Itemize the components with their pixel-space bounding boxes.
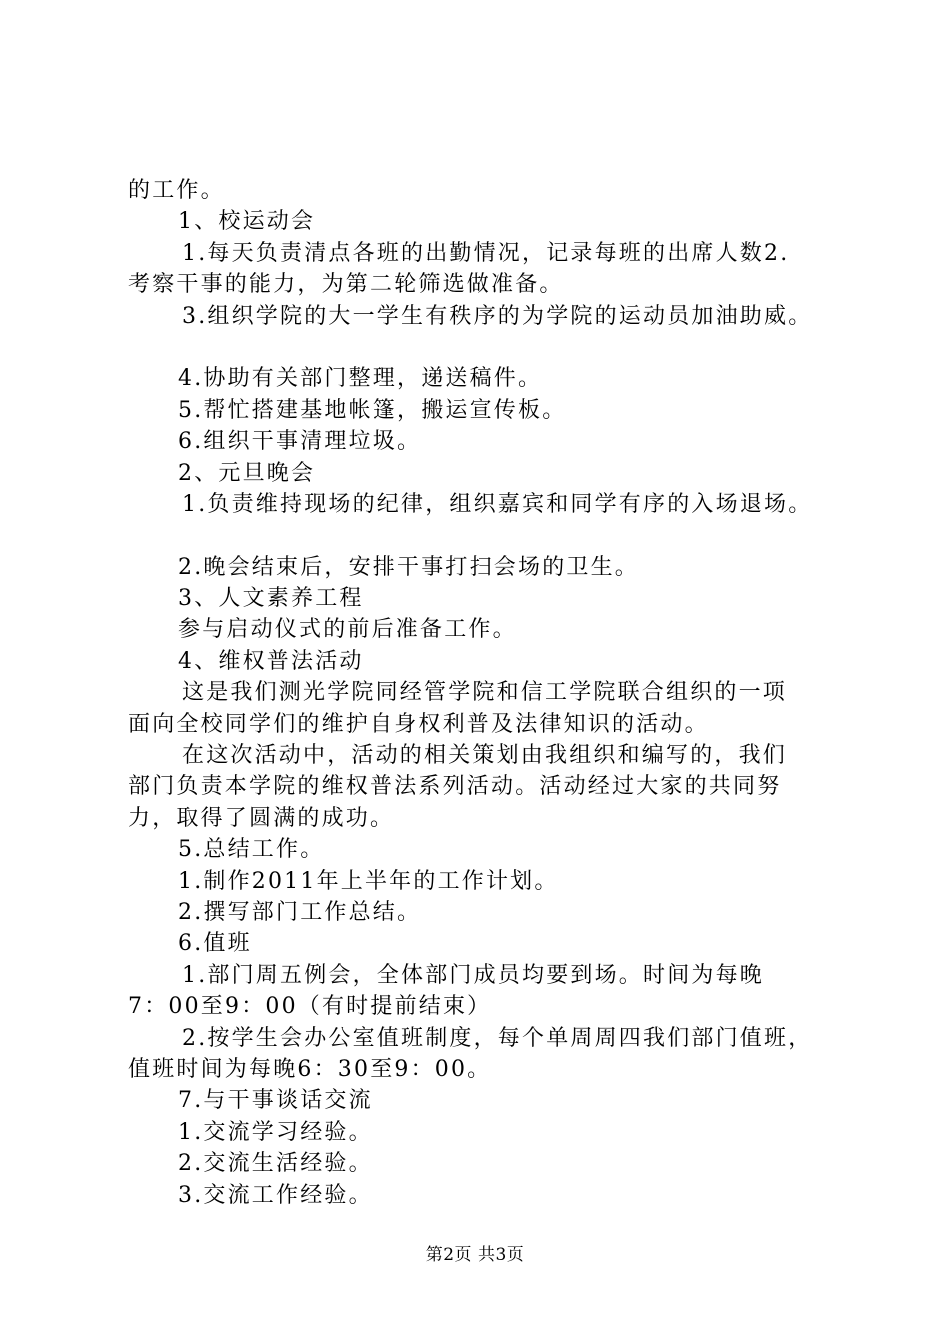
page-number-footer: 第2页 共3页 [425, 1245, 525, 1265]
paragraph-line: 参与启动仪式的前后准备工作。 [178, 617, 517, 643]
list-item: 1.每天负责清点各班的出勤情况，记录每班的出席人数2. [182, 240, 790, 266]
list-item: 1.制作2011年上半年的工作计划。 [178, 868, 559, 894]
list-item: 2.交流生活经验。 [178, 1151, 373, 1177]
list-item: 2.撰写部门工作总结。 [178, 899, 422, 925]
section-heading: 7.与干事谈话交流 [178, 1088, 373, 1114]
list-item: 2.晚会结束后，安排干事打扫会场的卫生。 [178, 554, 639, 580]
list-item: 6.组织干事清理垃圾。 [178, 429, 422, 455]
document-body [128, 175, 840, 1211]
paragraph-line: 7：00至9：00（有时提前结束） [128, 994, 492, 1020]
list-item: 3.交流工作经验。 [178, 1182, 373, 1208]
paragraph-line: 这是我们测光学院同经管学院和信工学院联合组织的一项 [182, 680, 788, 706]
section-heading: 6.值班 [178, 931, 252, 957]
list-item: 2.按学生会办公室值班制度，每个单周周四我们部门值班， [182, 1025, 813, 1051]
list-item: 3.组织学院的大一学生有秩序的为学院的运动员加油助威。 [182, 303, 813, 329]
list-item: 4.协助有关部门整理，递送稿件。 [178, 366, 543, 392]
section-heading: 3、人文素养工程 [178, 586, 364, 612]
section-heading: 2、元旦晚会 [178, 460, 316, 486]
section-heading: 1、校运动会 [178, 209, 316, 235]
text-line: 考察干事的能力，为第二轮筛选做准备。 [128, 272, 564, 298]
section-heading: 5.总结工作。 [178, 837, 325, 863]
text-line: 的工作。 [128, 178, 225, 203]
paragraph-line: 在这次活动中，活动的相关策划由我组织和编写的，我们 [182, 743, 788, 769]
blank-line [128, 520, 840, 551]
list-item: 5.帮忙搭建基地帐篷，搬运宣传板。 [178, 397, 567, 423]
paragraph-line: 面向全校同学们的维护自身权利普及法律知识的活动。 [128, 711, 709, 737]
list-item: 1.交流学习经验。 [178, 1119, 373, 1145]
list-item: 1.部门周五例会，全体部门成员均要到场。时间为每晚 [182, 962, 764, 988]
paragraph-line: 力，取得了圆满的成功。 [128, 805, 395, 831]
section-heading: 4、维权普法活动 [178, 648, 364, 674]
paragraph-line: 值班时间为每晚6：30至9：00。 [128, 1056, 492, 1082]
list-item: 1.负责维持现场的纪律，组织嘉宾和同学有序的入场退场。 [182, 491, 813, 517]
paragraph-line: 部门负责本学院的维权普法系列活动。活动经过大家的共同努 [128, 774, 782, 800]
blank-line [128, 332, 840, 363]
